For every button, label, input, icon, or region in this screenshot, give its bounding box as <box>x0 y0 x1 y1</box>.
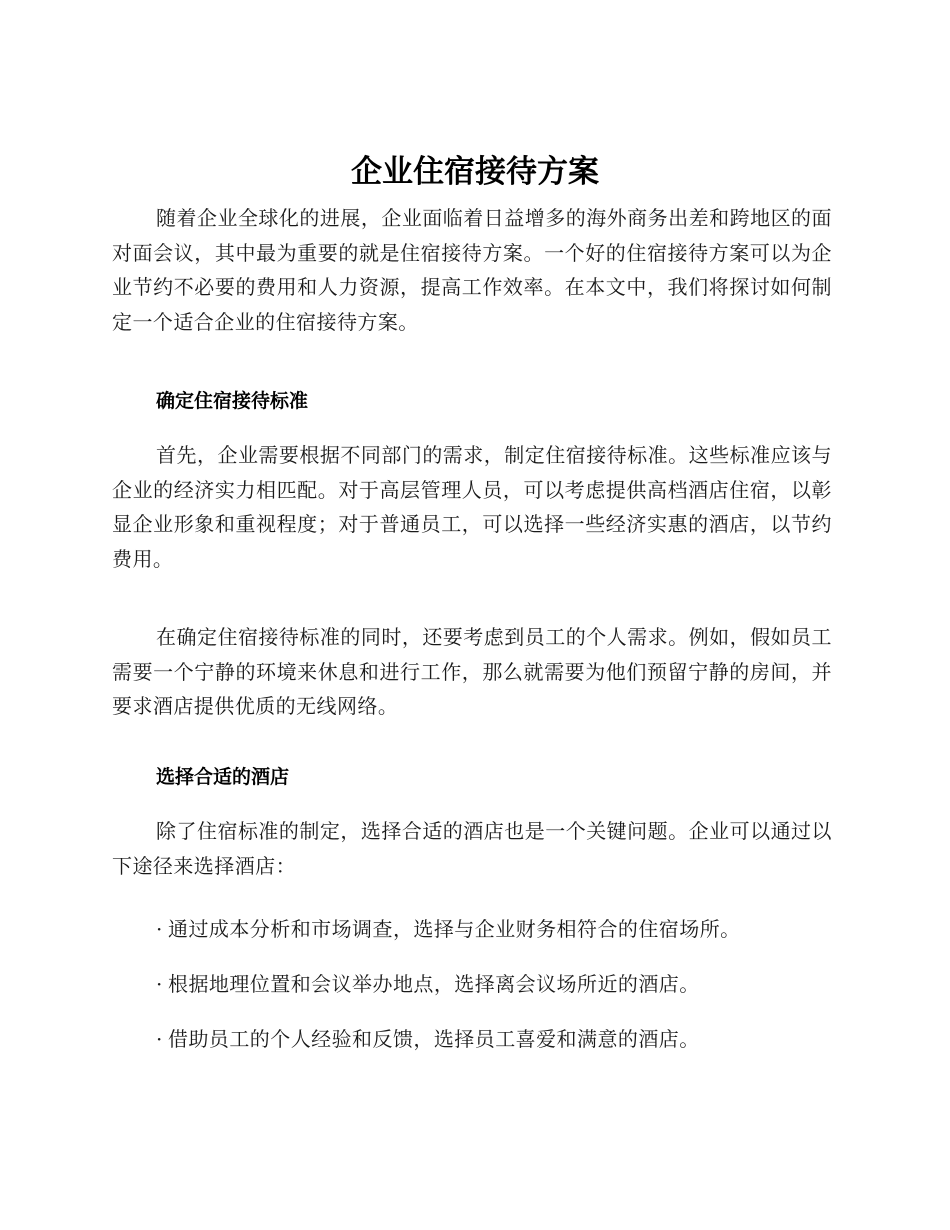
bullet-dot-icon: · <box>156 972 163 996</box>
intro-paragraph: 随着企业全球化的进展，企业面临着日益增多的海外商务出差和跨地区的面对面会议，其中最为重要的就是住宿接待方案。一个好的住宿接待方案可以为企业节约不必要的费用和人力资源，提高工作效率。在本文中，我们将探讨如何制定一个适合企业的住宿接待方案。 <box>112 206 832 334</box>
list-item-text: 通过成本分析和市场调查，选择与企业财务相符合的住宿场所。 <box>168 917 741 941</box>
section-heading-hotel: 选择合适的酒店 <box>156 766 290 788</box>
bullet-dot-icon: · <box>156 1027 163 1051</box>
list-item-text: 借助员工的个人经验和反馈，选择员工喜爱和满意的酒店。 <box>168 1027 700 1051</box>
list-item <box>156 1024 832 1054</box>
list-item <box>156 969 832 999</box>
document-title: 企业住宿接待方案 <box>351 154 599 190</box>
section-heading-standards: 确定住宿接待标准 <box>156 390 309 412</box>
standards-paragraph-2: 在确定住宿接待标准的同时，还要考虑到员工的个人需求。例如，假如员工需要一个宁静的环境来休息和进行工作，那么就需要为他们预留宁静的房间，并要求酒店提供优质的无线网络。 <box>112 625 832 718</box>
list-item-text: 根据地理位置和会议举办地点，选择离会议场所近的酒店。 <box>168 972 700 996</box>
standards-paragraph-1: 首先，企业需要根据不同部门的需求，制定住宿接待标准。这些标准应该与企业的经济实力相匹配。对于高层管理人员，可以考虑提供高档酒店住宿，以彰显企业形象和重视程度；对于普通员工，可以选择一些经济实惠的酒店，以节约费用。 <box>112 443 832 571</box>
list-item <box>156 914 832 944</box>
hotel-paragraph-1: 除了住宿标准的制定，选择合适的酒店也是一个关键问题。企业可以通过以下途径来选择酒店： <box>112 819 832 878</box>
bullet-dot-icon: · <box>156 917 163 941</box>
